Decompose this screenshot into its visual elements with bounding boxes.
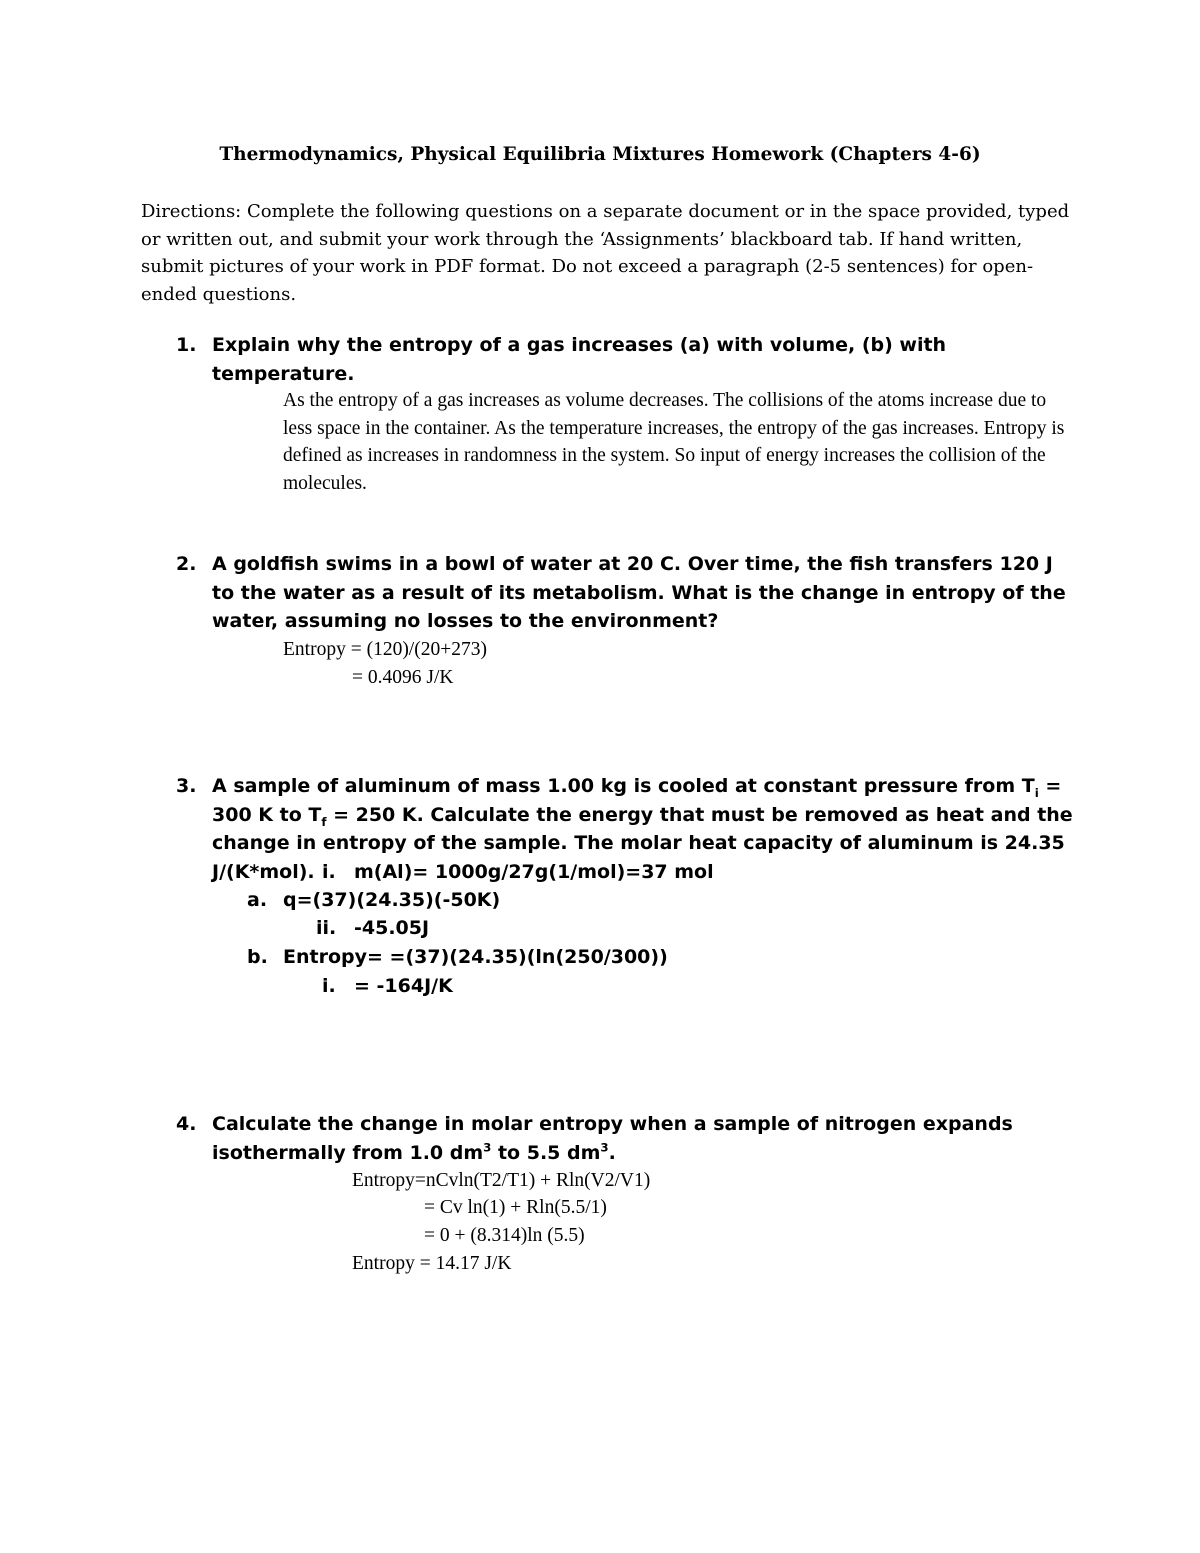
question-1 <box>176 331 1076 388</box>
answer-2-line-2: = 0.4096 J/K <box>352 667 454 688</box>
step-marker: ii. <box>316 917 337 939</box>
step-marker: a. <box>247 889 268 911</box>
question-4 <box>176 1110 1076 1167</box>
step-text: = -164J/K <box>354 975 453 997</box>
directions-paragraph: Directions: Complete the following questions on a separate document or in the space provided, typed or written out, and submit your work through the ‘Assignments’ blackboard tab. If hand written, submit pictures of your work in PDF format. Do not exceed a paragraph (2-5 sentences) for open-ended questions. <box>141 201 1070 305</box>
answer-4-line-3: = 0 + (8.314)ln (5.5) <box>424 1225 585 1246</box>
step-marker: b. <box>247 946 268 968</box>
answer-1: As the entropy of a gas increases as volume decreases. The collisions of the atoms increase due to less space in the container. As the temperature increases, the entropy of the gas increases. Entropy is defined as increases in randomness in the system. So input of energy increases the collision of the molecules. <box>283 390 1065 495</box>
question-text: Calculate the change in molar entropy when a sample of nitrogen expands isothermally from 1.0 $dm^3$ to 5.5 $dm^3$. <box>212 1113 1013 1164</box>
question-text: Explain why the entropy of a gas increases (a) with volume, (b) with temperature. <box>212 334 947 385</box>
step-text: Entropy= =(37)(24.35)(ln(250/300)) <box>283 946 668 968</box>
answer-4-line-1: Entropy=nCvln(T2/T1) + Rln(V2/V1) <box>352 1170 651 1191</box>
question-number: 1. <box>176 334 197 356</box>
answer-2-line-1: Entropy = (120)/(20+273) <box>283 639 487 660</box>
step-text: -45.05J <box>354 917 430 939</box>
question-text: A sample of aluminum of mass 1.00 kg is cooled at constant pressure from $T_i = 300$ K to $T_f = 250$ K. Calculate the energy that must be removed as heat and the change in entropy of the sample. The molar heat capacity of aluminum is 24.35 J/(K*mol). <box>212 775 1073 883</box>
step-text: q=(37)(24.35)(-50K) <box>283 889 501 911</box>
question-number: 2. <box>176 553 197 575</box>
question-text: A goldfish swims in a bowl of water at 20 C. Over time, the fish transfers 120 J to the water as a result of its metabolism. What is the change in entropy of the water, assuming no losses to the environment? <box>212 553 1066 633</box>
step-marker: i. <box>322 975 336 997</box>
answer-4-line-4: Entropy = 14.17 J/K <box>352 1253 512 1274</box>
step-text: m(Al)= 1000g/27g(1/mol)=37 mol <box>354 861 714 883</box>
step-marker: i. <box>322 861 336 883</box>
question-number: 3. <box>176 775 197 797</box>
question-2 <box>176 550 1076 636</box>
page-title: Thermodynamics, Physical Equilibria Mixtures Homework (Chapters 4-6) <box>219 144 981 165</box>
answer-4-line-2: = Cv ln(1) + Rln(5.5/1) <box>424 1197 607 1218</box>
question-number: 4. <box>176 1113 197 1135</box>
